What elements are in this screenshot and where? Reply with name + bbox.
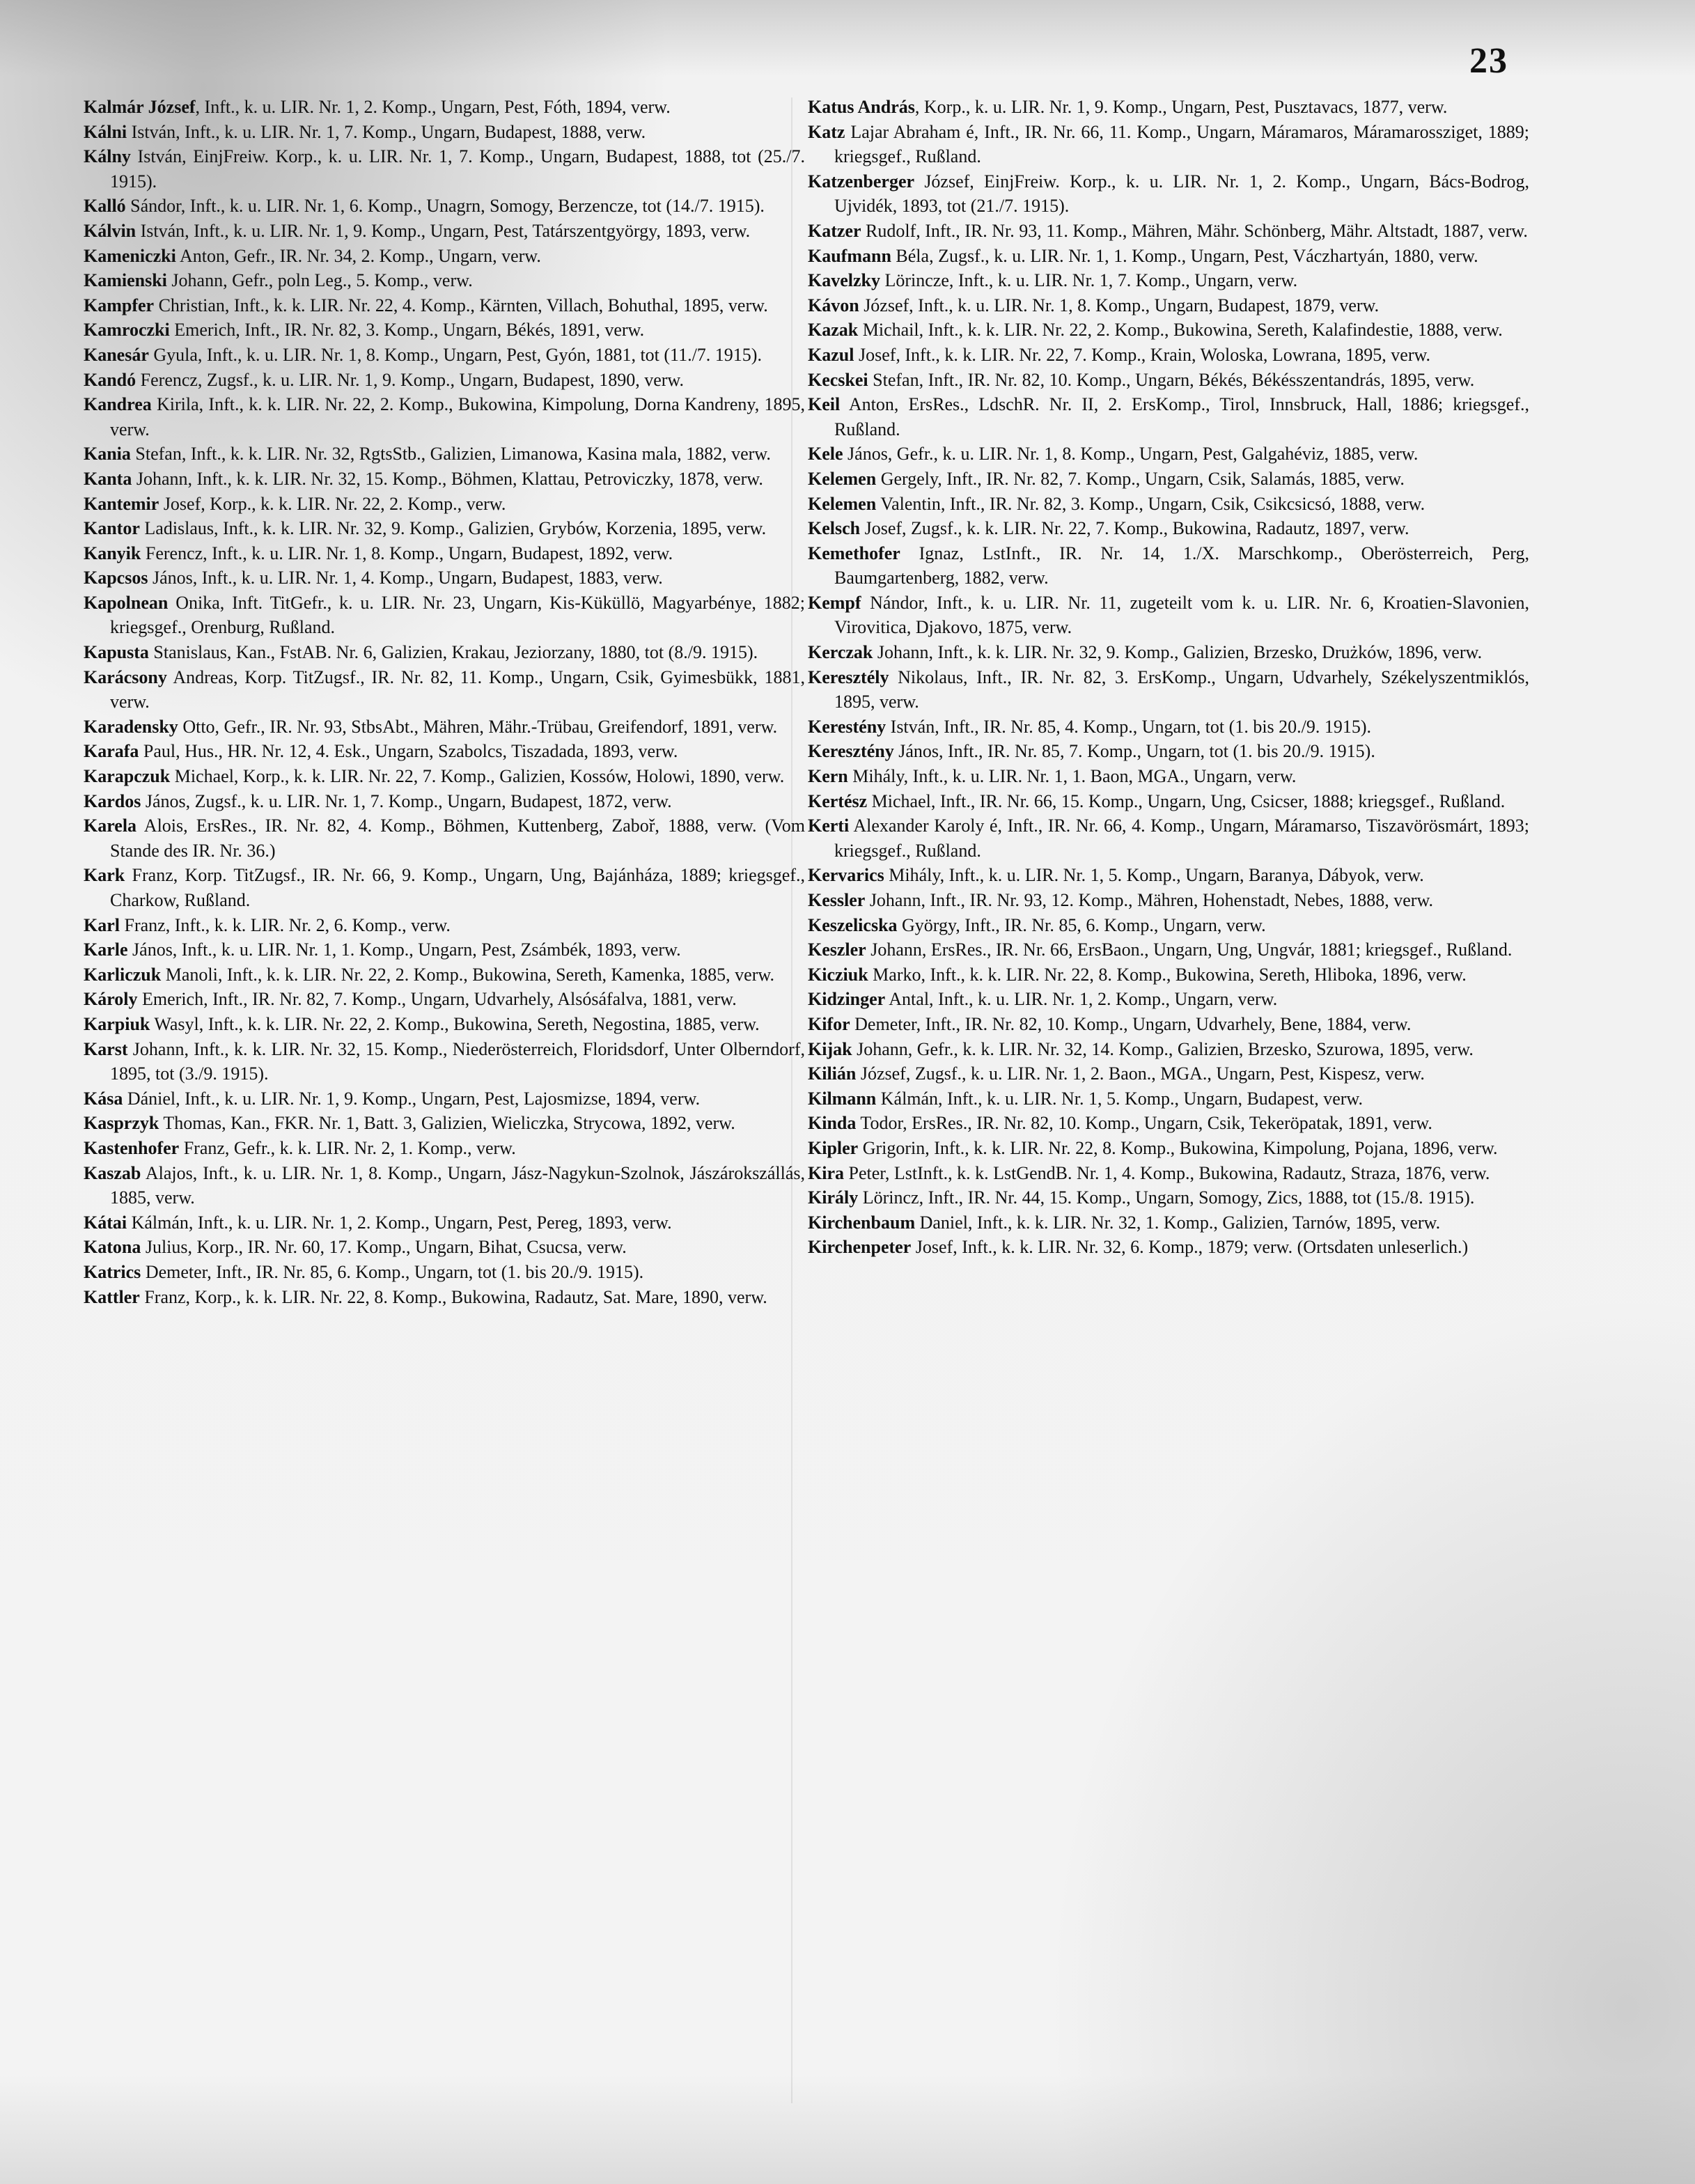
list-entry — [808, 1235, 1529, 1260]
entry-details: Stefan, Inft., k. k. LIR. Nr. 32, RgtsStb., Galizien, Limanowa, Kasina mala, 1882, verw. — [130, 444, 771, 465]
list-entry — [84, 343, 805, 368]
list-entry — [84, 1037, 805, 1086]
entry-surname: Katz — [808, 121, 845, 142]
entry-details: Johann, Inft., IR. Nr. 93, 12. Komp., Mähren, Hohenstadt, Nebes, 1888, verw. — [865, 890, 1434, 910]
entry-details: Alajos, Inft., k. u. LIR. Nr. 1, 8. Komp., Ungarn, Jász-Nagykun-Szolnok, Jászárokszállás, 1885, verw. — [110, 1162, 805, 1208]
entry-details: Lörincze, Inft., k. u. LIR. Nr. 1, 7. Komp., Ungarn, verw. — [880, 270, 1298, 291]
list-entry — [84, 95, 805, 120]
entry-surname: Keil — [808, 394, 841, 415]
list-entry — [84, 789, 805, 814]
list-entry — [84, 492, 805, 517]
entry-details: Demeter, Inft., IR. Nr. 82, 10. Komp., Ungarn, Udvarhely, Bene, 1884, verw. — [850, 1013, 1412, 1034]
list-entry — [84, 1285, 805, 1310]
entry-surname: Karl — [84, 914, 120, 935]
entry-details: Franz, Korp., k. k. LIR. Nr. 22, 8. Komp., Bukowina, Radautz, Sat. Mare, 1890, verw. — [139, 1286, 767, 1307]
list-entry — [808, 1185, 1529, 1210]
list-entry — [808, 863, 1529, 888]
entry-details: Dániel, Inft., k. u. LIR. Nr. 1, 9. Komp., Ungarn, Pest, Lajosmizse, 1894, verw. — [123, 1088, 701, 1109]
entry-surname: Kapcsos — [84, 568, 148, 588]
entry-details: Peter, LstInft., k. k. LstGendB. Nr. 1, 4. Komp., Bukowina, Radautz, Straza, 1876, verw. — [844, 1162, 1490, 1183]
entry-details: Johann, Gefr., poln Leg., 5. Komp., verw. — [166, 270, 473, 291]
entry-details: Franz, Inft., k. k. LIR. Nr. 2, 6. Komp., verw. — [120, 914, 451, 935]
list-entry — [808, 516, 1529, 541]
entry-details: Thomas, Kan., FKR. Nr. 1, Batt. 3, Galizien, Wieliczka, Strycowa, 1892, verw. — [159, 1113, 735, 1134]
entry-surname: Kervarics — [808, 865, 884, 886]
entry-surname: Kerti — [808, 816, 850, 836]
entry-details: Manoli, Inft., k. k. LIR. Nr. 22, 2. Komp., Bukowina, Sereth, Kamenka, 1885, verw. — [161, 964, 774, 985]
entry-details: Johann, Inft., k. k. LIR. Nr. 32, 15. Komp., Böhmen, Klattau, Petroviczky, 1878, verw. — [132, 468, 763, 489]
entry-surname: Kazak — [808, 320, 859, 341]
entry-details: Kálmán, Inft., k. u. LIR. Nr. 1, 5. Komp., Ungarn, Budapest, verw. — [876, 1088, 1363, 1109]
entry-surname: Katzenberger — [808, 171, 915, 192]
list-entry — [84, 368, 805, 393]
list-entry — [808, 244, 1529, 269]
list-entry — [84, 591, 805, 640]
entry-surname: Kilmann — [808, 1088, 877, 1109]
entry-details: Wasyl, Inft., k. k. LIR. Nr. 22, 2. Komp., Bukowina, Sereth, Negostina, 1885, verw. — [150, 1013, 760, 1034]
entry-surname: Kasprzyk — [84, 1113, 159, 1134]
entry-surname: Katona — [84, 1237, 141, 1258]
entry-details: Michael, Inft., IR. Nr. 66, 15. Komp., Ungarn, Ung, Csicser, 1888; kriegsgef., Rußland. — [867, 790, 1506, 811]
entry-surname: Karst — [84, 1038, 128, 1059]
entry-details: József, Inft., k. u. LIR. Nr. 1, 8. Komp., Ungarn, Budapest, 1879, verw. — [859, 295, 1380, 315]
entry-details: Daniel, Inft., k. k. LIR. Nr. 32, 1. Komp., Galizien, Tarnów, 1895, verw. — [915, 1212, 1441, 1233]
entry-surname: Katus András — [808, 97, 915, 117]
entry-surname: Kirchenpeter — [808, 1237, 912, 1258]
entry-details: Todor, ErsRes., IR. Nr. 82, 10. Komp., Ungarn, Csik, Tekeröpatak, 1891, verw. — [856, 1113, 1432, 1134]
entry-surname: Kálny — [84, 146, 131, 167]
entry-details: Marko, Inft., k. k. LIR. Nr. 22, 8. Komp., Bukowina, Sereth, Hliboka, 1896, verw. — [868, 964, 1467, 985]
list-entry — [84, 1012, 805, 1037]
list-entry — [84, 813, 805, 863]
entry-details: Michael, Korp., k. k. LIR. Nr. 22, 7. Komp., Galizien, Kossów, Holowi, 1890, verw. — [170, 766, 785, 787]
entry-details: Josef, Inft., k. k. LIR. Nr. 32, 6. Komp., 1879; verw. (Ortsdaten unleserlich.) — [911, 1237, 1469, 1258]
entry-details: Valentin, Inft., IR. Nr. 82, 3. Komp., Ungarn, Csik, Csikcsicsó, 1888, verw. — [876, 493, 1425, 514]
entry-details: Alois, ErsRes., IR. Nr. 82, 4. Komp., Böhmen, Kuttenberg, Zaboř, 1888, verw. (Vom Stande des IR. Nr. 36.) — [110, 816, 805, 861]
list-entry — [84, 987, 805, 1012]
list-entry — [84, 1111, 805, 1136]
entry-surname: Keszelicska — [808, 914, 898, 935]
entry-details: Johann, Gefr., k. k. LIR. Nr. 32, 14. Komp., Galizien, Brzesko, Szurowa, 1895, verw. — [852, 1038, 1474, 1059]
list-entry — [808, 343, 1529, 368]
list-entry — [808, 1136, 1529, 1161]
entry-surname: Kantemir — [84, 493, 159, 514]
list-entry — [808, 1012, 1529, 1037]
page-number: 23 — [1469, 41, 1508, 81]
list-entry — [808, 764, 1529, 789]
entry-details: József, EinjFreiw. Korp., k. u. LIR. Nr. 1, 2. Komp., Ungarn, Bács-Bodrog, Ujvidék, 1893, tot (21./7. 1915). — [834, 171, 1529, 217]
entry-details: János, Inft., k. u. LIR. Nr. 1, 1. Komp., Ungarn, Pest, Zsámbék, 1893, verw. — [127, 939, 681, 960]
entry-details: Ignaz, LstInft., IR. Nr. 14, 1./X. Marschkomp., Oberösterreich, Perg, Baumgartenberg, 1882, verw. — [834, 543, 1529, 588]
entry-surname: Kazul — [808, 344, 854, 365]
entry-surname: Kifor — [808, 1013, 850, 1034]
entry-surname: Karafa — [84, 741, 139, 762]
list-entry — [84, 1086, 805, 1112]
entry-surname: Katrics — [84, 1261, 141, 1282]
entry-surname: Kelemen — [808, 468, 877, 489]
list-entry — [84, 962, 805, 988]
entry-surname: Kanyik — [84, 543, 141, 563]
entry-details: István, Inft., IR. Nr. 85, 4. Komp., Ungarn, tot (1. bis 20./9. 1915). — [886, 716, 1372, 737]
list-entry — [808, 467, 1529, 492]
list-entry — [84, 219, 805, 244]
entry-surname: Kávon — [808, 295, 859, 315]
list-entry — [808, 492, 1529, 517]
entry-details: Demeter, Inft., IR. Nr. 85, 6. Komp., Ungarn, tot (1. bis 20./9. 1915). — [141, 1261, 644, 1282]
list-entry — [808, 1061, 1529, 1086]
entry-details: Paul, Hus., HR. Nr. 12, 4. Esk., Ungarn, Szabolcs, Tiszadada, 1893, verw. — [139, 741, 678, 762]
list-entry — [84, 665, 805, 715]
entry-surname: Kalló — [84, 196, 126, 217]
entry-surname: Karle — [84, 939, 128, 960]
entry-surname: Keszler — [808, 939, 866, 960]
list-entry — [808, 665, 1529, 715]
entry-details: Michail, Inft., k. k. LIR. Nr. 22, 2. Komp., Bukowina, Sereth, Kalafindestie, 1888, verw. — [858, 320, 1503, 341]
entry-surname: Károly — [84, 989, 138, 1010]
list-entry — [808, 368, 1529, 393]
entry-details: Franz, Gefr., k. k. LIR. Nr. 2, 1. Komp., verw. — [179, 1137, 516, 1158]
entry-details: Otto, Gefr., IR. Nr. 93, StbsAbt., Mähren, Mähr.-Trübau, Greifendorf, 1891, verw. — [178, 716, 778, 737]
list-entry — [84, 442, 805, 467]
list-entry — [808, 293, 1529, 318]
entry-surname: Kira — [808, 1162, 844, 1183]
entry-surname: Kapolnean — [84, 592, 169, 613]
entry-surname: Kern — [808, 766, 848, 787]
list-entry — [84, 318, 805, 343]
list-entry — [84, 541, 805, 566]
entry-details: Béla, Zugsf., k. u. LIR. Nr. 1, 1. Komp., Ungarn, Pest, Váczhartyán, 1880, verw. — [891, 245, 1478, 266]
right-column — [808, 95, 1529, 1260]
entry-details: Johann, ErsRes., IR. Nr. 66, ErsBaon., Ungarn, Ung, Ungvár, 1881; kriegsgef., Rußland. — [866, 939, 1513, 960]
entry-surname: Kidzinger — [808, 989, 886, 1010]
entry-surname: Kálvin — [84, 220, 136, 241]
entry-details: Ladislaus, Inft., k. k. LIR. Nr. 32, 9. Komp., Galizien, Grybów, Korzenia, 1895, verw. — [139, 518, 767, 539]
entry-surname: Kemethofer — [808, 543, 900, 563]
entry-surname: Kipler — [808, 1137, 859, 1158]
list-entry — [808, 1161, 1529, 1186]
entry-details: János, Inft., k. u. LIR. Nr. 1, 4. Komp., Ungarn, Budapest, 1883, verw. — [148, 568, 663, 588]
entry-details: Antal, Inft., k. u. LIR. Nr. 1, 2. Komp., Ungarn, verw. — [885, 989, 1278, 1010]
list-entry — [84, 392, 805, 442]
list-entry — [84, 144, 805, 194]
left-column — [84, 95, 805, 1309]
entry-details: Rudolf, Inft., IR. Nr. 93, 11. Komp., Mähren, Mähr. Schönberg, Mähr. Altstadt, 1887, verw. — [861, 220, 1528, 241]
list-entry — [808, 789, 1529, 814]
entry-surname: Kania — [84, 444, 131, 465]
entry-surname: Kaufmann — [808, 245, 891, 266]
entry-details: Gyula, Inft., k. u. LIR. Nr. 1, 8. Komp., Ungarn, Pest, Gyón, 1881, tot (11./7. 1915). — [148, 344, 762, 365]
list-entry — [808, 739, 1529, 764]
entry-surname: Kele — [808, 444, 843, 465]
entry-surname: Kecskei — [808, 369, 868, 390]
entry-surname: Kessler — [808, 890, 866, 910]
entry-surname: Karela — [84, 816, 137, 836]
entry-details: Christian, Inft., k. k. LIR. Nr. 22, 4. Komp., Kärnten, Villach, Bohuthal, 1895, verw. — [154, 295, 768, 315]
list-entry — [84, 516, 805, 541]
entry-surname: Kalmár József — [84, 97, 196, 117]
entry-surname: Kardos — [84, 790, 141, 811]
entry-surname: Kijak — [808, 1038, 852, 1059]
entry-details: Sándor, Inft., k. u. LIR. Nr. 1, 6. Komp., Unagrn, Somogy, Berzencze, tot (14./7. 1915). — [125, 196, 765, 217]
list-entry — [808, 392, 1529, 442]
entry-details: Alexander Karoly é, Inft., IR. Nr. 66, 4. Komp., Ungarn, Máramarso, Tiszavörösmárt, 1893; kriegsgef., Rußland. — [834, 816, 1529, 861]
list-entry — [808, 987, 1529, 1012]
entry-surname: Kavelzky — [808, 270, 880, 291]
entry-surname: Kanesár — [84, 344, 149, 365]
entry-details: , Korp., k. u. LIR. Nr. 1, 9. Komp., Ungarn, Pest, Pusztavacs, 1877, verw. — [914, 97, 1448, 117]
entry-surname: Kamienski — [84, 270, 167, 291]
list-entry — [808, 591, 1529, 640]
list-entry — [808, 268, 1529, 293]
entry-details: Onika, Inft. TitGefr., k. u. LIR. Nr. 23, Ungarn, Kis-Küküllö, Magyarbénye, 1882; kriegsgef., Orenburg, Rußland. — [110, 592, 805, 638]
entry-details: Anton, Gefr., IR. Nr. 34, 2. Komp., Ungarn, verw. — [175, 245, 541, 266]
list-entry — [808, 442, 1529, 467]
list-entry — [84, 1136, 805, 1161]
entry-details: Grigorin, Inft., k. k. LIR. Nr. 22, 8. Komp., Bukowina, Kimpolung, Pojana, 1896, verw. — [858, 1137, 1498, 1158]
entry-surname: Keresztély — [808, 666, 889, 687]
entry-surname: Kandó — [84, 369, 136, 390]
entry-surname: Kaszab — [84, 1162, 141, 1183]
list-entry — [808, 318, 1529, 343]
entry-surname: Katzer — [808, 220, 861, 241]
list-entry — [84, 1210, 805, 1235]
list-entry — [84, 863, 805, 912]
entry-surname: Kicziuk — [808, 964, 868, 985]
entry-details: Anton, ErsRes., LdschR. Nr. II, 2. ErsKomp., Tirol, Innsbruck, Hall, 1886; kriegsgef., Rußland. — [834, 394, 1529, 439]
entry-details: József, Zugsf., k. u. LIR. Nr. 1, 2. Baon., MGA., Ungarn, Pest, Kispesz, verw. — [856, 1063, 1425, 1084]
list-entry — [808, 937, 1529, 962]
entry-details: Kirila, Inft., k. k. LIR. Nr. 22, 2. Komp., Bukowina, Kimpolung, Dorna Kandreny, 1895, verw. — [110, 394, 805, 439]
list-entry — [808, 95, 1529, 120]
entry-surname: Kark — [84, 865, 125, 886]
entry-surname: Kampfer — [84, 295, 155, 315]
entry-surname: Kálni — [84, 121, 127, 142]
list-entry — [84, 268, 805, 293]
entry-surname: Kanta — [84, 468, 132, 489]
entry-details: István, Inft., k. u. LIR. Nr. 1, 9. Komp., Ungarn, Pest, Tatárszentgyörgy, 1893, verw. — [136, 220, 751, 241]
entry-surname: Kilián — [808, 1063, 857, 1084]
entry-details: Josef, Korp., k. k. LIR. Nr. 22, 2. Komp., verw. — [159, 493, 506, 514]
list-entry — [808, 640, 1529, 665]
list-entry — [808, 219, 1529, 244]
entry-details: István, EinjFreiw. Korp., k. u. LIR. Nr. 1, 7. Komp., Ungarn, Budapest, 1888, tot (25./7. 1915). — [110, 146, 805, 192]
entry-surname: Kastenhofer — [84, 1137, 180, 1158]
entry-surname: Kandrea — [84, 394, 152, 415]
entry-details: Julius, Korp., IR. Nr. 60, 17. Komp., Ungarn, Bihat, Csucsa, verw. — [141, 1237, 627, 1258]
entry-details: Mihály, Inft., k. u. LIR. Nr. 1, 1. Baon, MGA., Ungarn, verw. — [848, 766, 1297, 787]
entry-details: Josef, Inft., k. k. LIR. Nr. 22, 7. Komp., Krain, Woloska, Lowrana, 1895, verw. — [854, 344, 1431, 365]
list-entry — [808, 1111, 1529, 1136]
entry-details: Kálmán, Inft., k. u. LIR. Nr. 1, 2. Komp., Ungarn, Pest, Pereg, 1893, verw. — [127, 1212, 672, 1233]
entry-surname: Kása — [84, 1088, 123, 1109]
list-entry — [84, 937, 805, 962]
entry-details: György, Inft., IR. Nr. 85, 6. Komp., Ungarn, verw. — [897, 914, 1266, 935]
entry-surname: Kerczak — [808, 642, 873, 663]
entry-surname: Karpiuk — [84, 1013, 150, 1034]
list-entry — [84, 764, 805, 789]
entry-details: Emerich, Inft., IR. Nr. 82, 3. Komp., Ungarn, Békés, 1891, verw. — [169, 320, 645, 341]
list-entry — [84, 293, 805, 318]
list-entry — [808, 913, 1529, 938]
list-entry — [808, 962, 1529, 988]
list-entry — [84, 715, 805, 740]
list-entry — [84, 1161, 805, 1210]
entry-surname: Kinda — [808, 1113, 857, 1134]
entry-details: István, Inft., k. u. LIR. Nr. 1, 7. Komp., Ungarn, Budapest, 1888, verw. — [127, 121, 646, 142]
entry-details: Lajar Abraham é, Inft., IR. Nr. 66, 11. Komp., Ungarn, Máramaros, Máramarossziget, 1889; kriegsgef., Rußland. — [834, 121, 1529, 167]
entry-details: Emerich, Inft., IR. Nr. 82, 7. Komp., Ungarn, Udvarhely, Alsósáfalva, 1881, verw. — [137, 989, 737, 1010]
list-entry — [808, 1086, 1529, 1112]
entry-surname: Kattler — [84, 1286, 140, 1307]
list-entry — [84, 913, 805, 938]
entry-surname: Keresztény — [808, 741, 894, 762]
entry-details: Franz, Korp. TitZugsf., IR. Nr. 66, 9. Komp., Ungarn, Ung, Bajánháza, 1889; kriegsgef., Charkow, Rußland. — [110, 865, 805, 910]
entry-surname: Karliczuk — [84, 964, 162, 985]
entry-surname: Király — [808, 1187, 859, 1208]
list-entry — [84, 467, 805, 492]
list-entry — [808, 120, 1529, 169]
entry-details: Josef, Zugsf., k. k. LIR. Nr. 22, 7. Komp., Bukowina, Radautz, 1897, verw. — [860, 518, 1409, 539]
list-entry — [808, 169, 1529, 219]
entry-details: Lörincz, Inft., IR. Nr. 44, 15. Komp., Ungarn, Somogy, Zics, 1888, tot (15./8. 1915). — [858, 1187, 1475, 1208]
entry-details: Andreas, Korp. TitZugsf., IR. Nr. 82, 11. Komp., Ungarn, Csik, Gyimesbükk, 1881, verw. — [110, 666, 805, 712]
entry-surname: Karácsony — [84, 666, 167, 687]
list-entry — [808, 888, 1529, 913]
entry-details: Stanislaus, Kan., FstAB. Nr. 6, Galizien, Krakau, Jeziorzany, 1880, tot (8./9. 1915). — [148, 642, 758, 663]
entry-details: János, Gefr., k. u. LIR. Nr. 1, 8. Komp., Ungarn, Pest, Galgahéviz, 1885, verw. — [843, 444, 1419, 465]
entry-surname: Kamroczki — [84, 320, 170, 341]
entry-surname: Kempf — [808, 592, 861, 613]
entry-details: Ferencz, Inft., k. u. LIR. Nr. 1, 8. Komp., Ungarn, Budapest, 1892, verw. — [141, 543, 673, 563]
entry-details: Johann, Inft., k. k. LIR. Nr. 32, 9. Komp., Galizien, Brzesko, Drużków, 1896, verw. — [873, 642, 1483, 663]
entry-details: Nikolaus, Inft., IR. Nr. 82, 3. ErsKomp., Ungarn, Udvarhely, Székelyszentmiklós, 1895, verw. — [834, 666, 1529, 712]
entry-details: Ferencz, Zugsf., k. u. LIR. Nr. 1, 9. Komp., Ungarn, Budapest, 1890, verw. — [136, 369, 684, 390]
entry-surname: Kirchenbaum — [808, 1212, 916, 1233]
entry-details: Gergely, Inft., IR. Nr. 82, 7. Komp., Ungarn, Csik, Salamás, 1885, verw. — [876, 468, 1405, 489]
list-entry — [84, 244, 805, 269]
entry-surname: Kelsch — [808, 518, 861, 539]
list-entry — [84, 1260, 805, 1285]
list-entry — [808, 813, 1529, 863]
entry-details: Nándor, Inft., k. u. LIR. Nr. 11, zugeteilt vom k. u. LIR. Nr. 6, Kroatien-Slavonien, Virovitica, Djakovo, 1875, verw. — [834, 592, 1529, 638]
entry-details: János, Inft., IR. Nr. 85, 7. Komp., Ungarn, tot (1. bis 20./9. 1915). — [893, 741, 1375, 762]
list-entry — [84, 739, 805, 764]
list-entry — [84, 1235, 805, 1260]
entry-surname: Kapusta — [84, 642, 149, 663]
entry-details: János, Zugsf., k. u. LIR. Nr. 1, 7. Komp., Ungarn, Budapest, 1872, verw. — [141, 790, 672, 811]
list-entry — [84, 566, 805, 591]
entry-details: Johann, Inft., k. k. LIR. Nr. 32, 15. Komp., Niederösterreich, Floridsdorf, Unter Olberndorf, 1895, tot (3./9. 1915). — [110, 1038, 805, 1084]
list-entry — [808, 541, 1529, 591]
entry-surname: Kertész — [808, 790, 868, 811]
entry-details: Mihály, Inft., k. u. LIR. Nr. 1, 5. Komp., Ungarn, Baranya, Dábyok, verw. — [884, 865, 1424, 886]
list-entry — [84, 120, 805, 145]
list-entry — [808, 715, 1529, 740]
entry-surname: Karadensky — [84, 716, 178, 737]
entry-surname: Kátai — [84, 1212, 127, 1233]
entry-surname: Kantor — [84, 518, 140, 539]
list-entry — [84, 640, 805, 665]
entry-surname: Kerestény — [808, 716, 886, 737]
list-entry — [808, 1210, 1529, 1235]
entry-surname: Kameniczki — [84, 245, 176, 266]
entry-surname: Karapczuk — [84, 766, 171, 787]
list-entry — [84, 194, 805, 219]
entry-details: Stefan, Inft., IR. Nr. 82, 10. Komp., Ungarn, Békés, Békésszentandrás, 1895, verw. — [868, 369, 1475, 390]
entry-surname: Kelemen — [808, 493, 877, 514]
entry-details: , Inft., k. u. LIR. Nr. 1, 2. Komp., Ungarn, Pest, Fóth, 1894, verw. — [195, 97, 671, 117]
list-entry — [808, 1037, 1529, 1062]
